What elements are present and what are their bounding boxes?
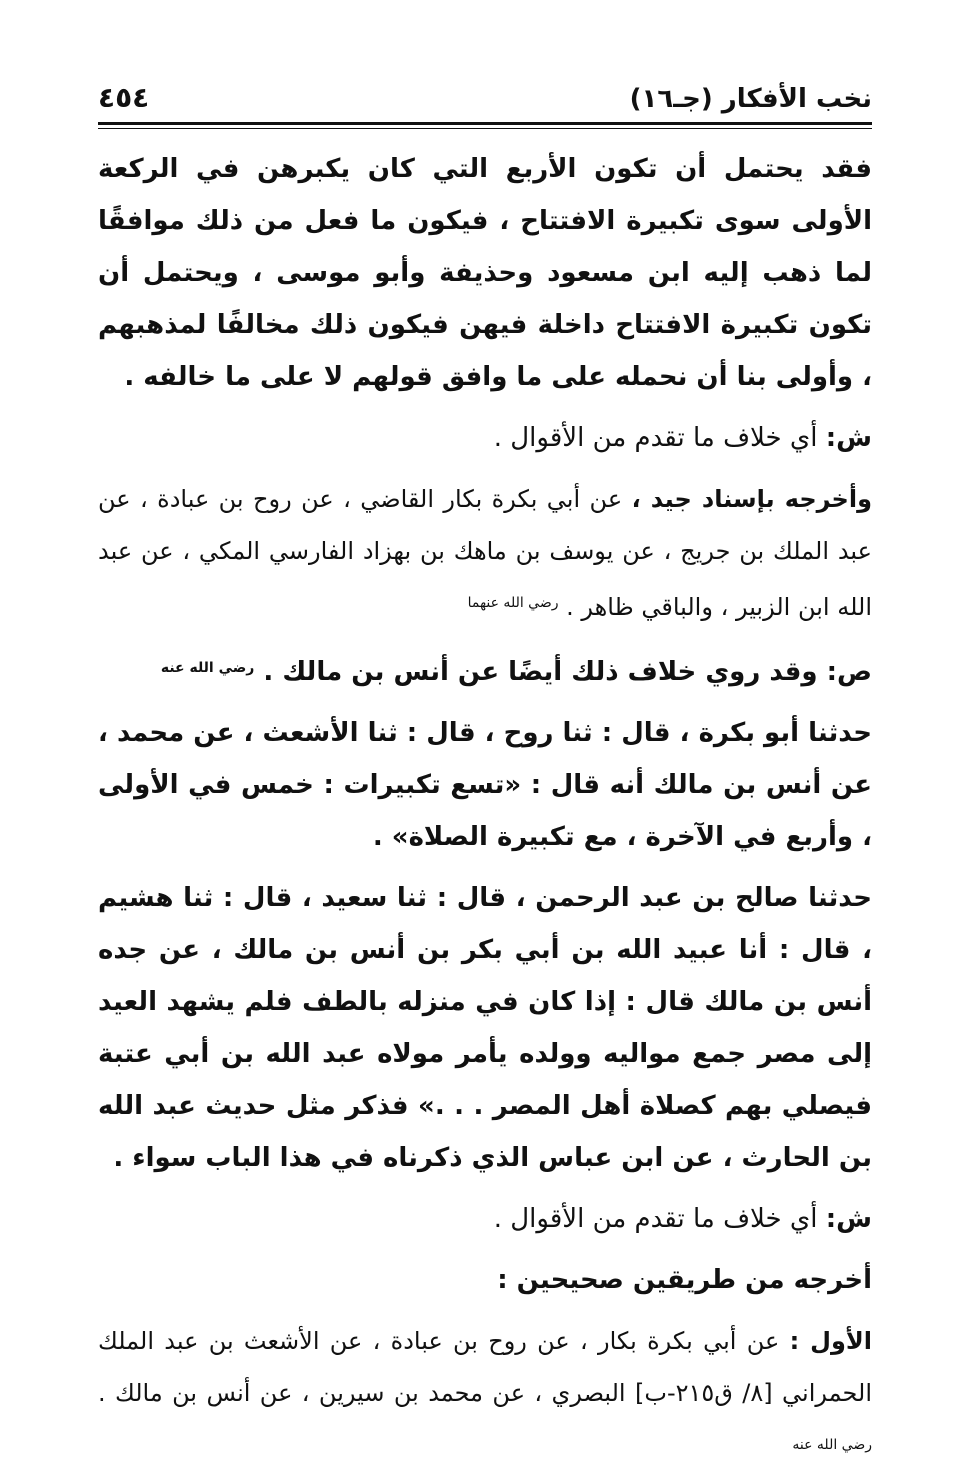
paragraph-text: حدثنا صالح بن عبد الرحمن ، قال : ثنا سعيد ، قال : ثنا هشيم ، قال : أنا عبيد الله بن أبي بكر بن أنس بن مالك ، عن جده أنس بن مالك قال : إذا كان في منزله بالطف فلم يشهد العيد إلى مصر جمع مواليه وولده يأمر مولاه عبد الله بن أبي عتبة فيصلي بهم كصلاة أهل المصر . . .» فذكر مثل حديث عبد الله بن الحارث ، عن ابن عباس الذي ذكرناه في هذا الباب سواء . [98, 883, 872, 1173]
page-header [98, 70, 872, 120]
sharh-label: ش: [825, 423, 872, 453]
honorific-glyph: رضي الله عنه [792, 1437, 872, 1453]
paragraph-9 [98, 1315, 872, 1475]
paragraph-text: أي خلاف ما تقدم من الأقوال . [493, 1204, 818, 1234]
paragraph-text: أي خلاف ما تقدم من الأقوال . [493, 423, 818, 453]
paragraph-text: عن أبي بكرة بكار ، عن روح بن عبادة ، عن الأشعث بن عبد الملك الحمراني [٨/ ق٢١٥-ب] البصري ، عن محمد بن سيرين ، عن أنس بن مالك . [98, 1327, 872, 1407]
honorific-glyph: رضي الله عنه [160, 660, 255, 676]
paragraph-text: حدثنا أبو بكرة ، قال : ثنا روح ، قال : ثنا الأشعث ، عن محمد ، عن أنس بن مالك أنه قال : «تسع تكبيرات : خمس في الأولى ، وأربع في الآخرة ، مع تكبيرة الصلاة» . [98, 718, 872, 852]
paragraph-5 [98, 707, 872, 863]
paragraph-8 [98, 1254, 872, 1306]
paragraph-1 [98, 143, 872, 403]
paragraph-2 [98, 412, 872, 464]
paragraph-7 [98, 1193, 872, 1245]
page-number: ٤٥٤ [98, 81, 150, 114]
header-rule-thick [98, 122, 872, 125]
paragraph-text: وقد روي خلاف ذلك أيضًا عن أنس بن مالك . [263, 657, 818, 687]
sharh-label: ش: [825, 1204, 872, 1234]
paragraph-6 [98, 872, 872, 1184]
isnad-label: وأخرجه بإسناد جيد ، [631, 485, 872, 513]
first-route-label: الأول : [789, 1327, 872, 1355]
matn-label: ص: [826, 657, 872, 687]
paragraph-text: فقد يحتمل أن تكون الأربع التي كان يكبرهن في الركعة الأولى سوى تكبيرة الافتتاح ، فيكون ما فعل من ذلك موافقًا لما ذهب إليه ابن مسعود وحذيفة وأبو موسى ، ويحتمل أن تكون تكبيرة الافتتاح داخلة فيهن فيكون ذلك مخالفًا لمذهبهم ، وأولى بنا أن نحمله على ما وافق قولهم لا على ما خالفه . [98, 154, 872, 392]
book-title: نخب الأفكار (جـ١٦) [629, 84, 872, 114]
paragraph-text: أخرجه من طريقين صحيحين : [497, 1265, 872, 1295]
paragraph-3 [98, 473, 872, 633]
header-rule-thin [98, 128, 872, 129]
paragraph-4 [98, 642, 872, 698]
honorific-glyph: رضي الله عنهما [467, 595, 559, 611]
paragraph-text: عن أبي بكرة بكار القاضي ، عن روح بن عبادة ، عن عبد الملك بن جريج ، عن يوسف بن ماهك بن بهزاد الفارسي المكي ، عن عبد الله ابن الزبير ، والباقي ظاهر . [98, 485, 872, 621]
page-body [98, 143, 872, 1475]
